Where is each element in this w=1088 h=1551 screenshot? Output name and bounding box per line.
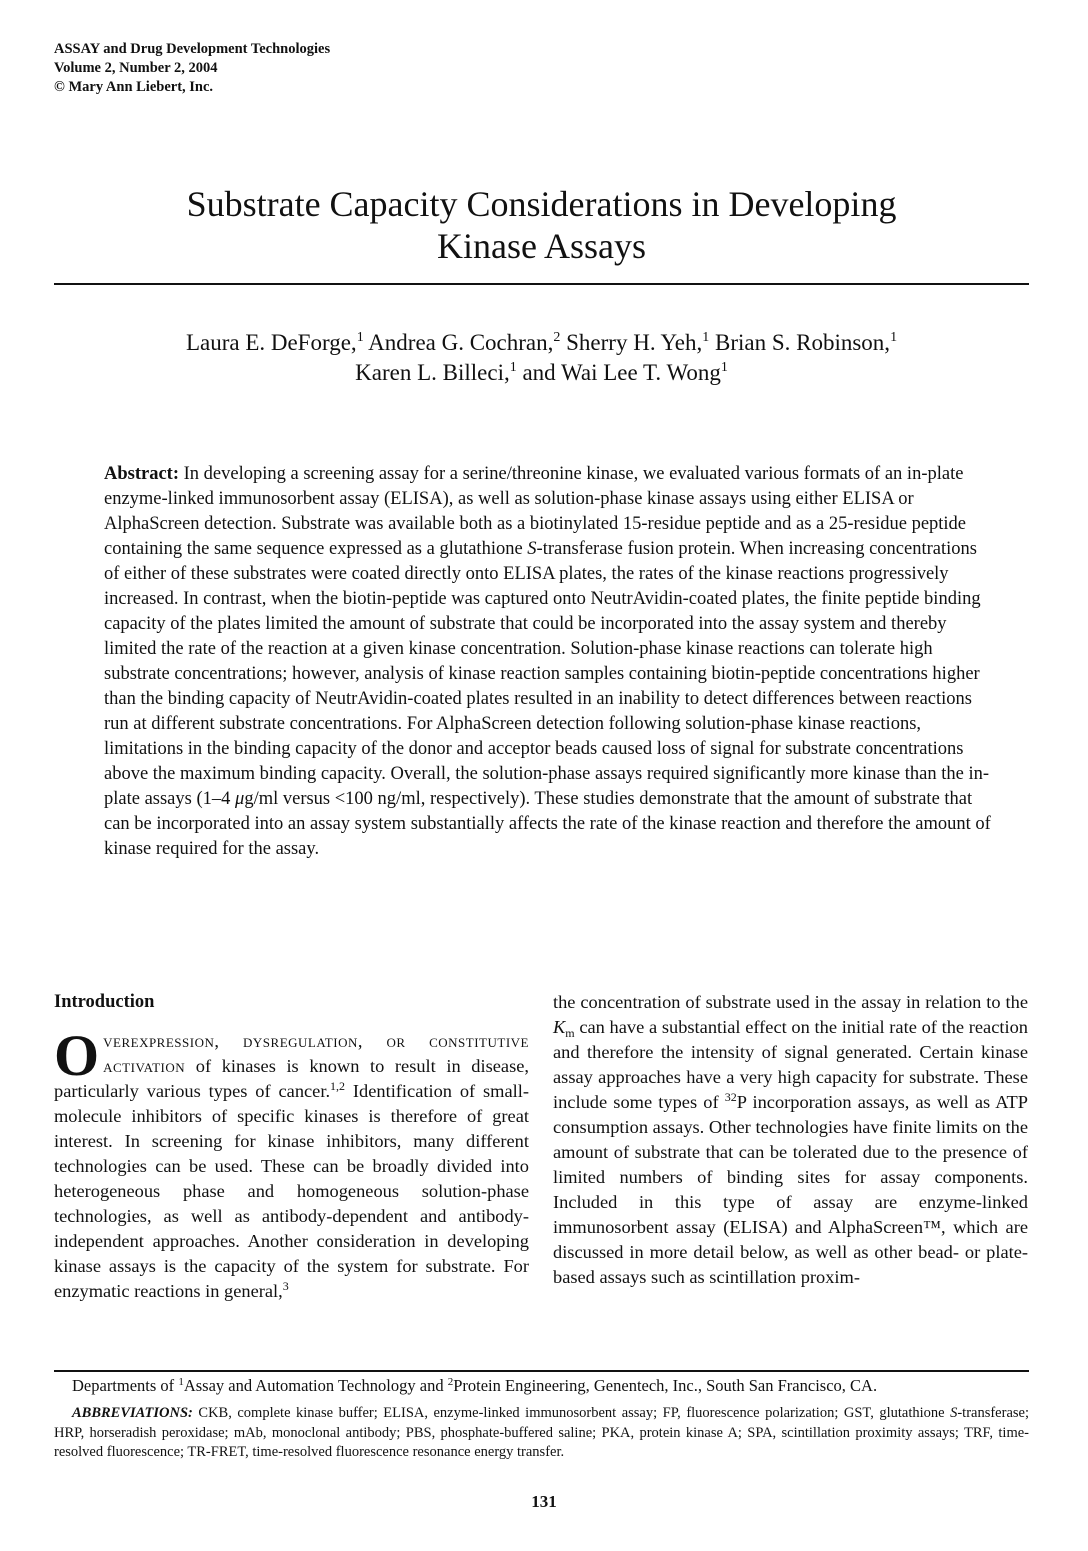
affiliation-footnote — [54, 1375, 1029, 1397]
abbreviations-text: -transferase; HRP, horseradish peroxidase; mAb, monoclonal antibody; PBS, phosphate-buffered saline; PKA, protein kinase A; SPA, scintillation proximity assays; TRF, time-resolved fluorescence; TR-FRET, time-resolved fluorescence resonance energy transfer. — [54, 1405, 1029, 1460]
intro-paragraph-continued — [553, 990, 1028, 1290]
author-name: Brian S. Robinson, — [714, 330, 891, 355]
abbreviations-label: ABBREVIATIONS: — [72, 1405, 193, 1421]
citation-ref: 3 — [282, 1279, 289, 1293]
affiliation-text: Assay and Automation Technology and — [183, 1376, 448, 1395]
km-subscript: m — [565, 1026, 575, 1040]
author-line-1 — [54, 328, 1029, 358]
author-name: Andrea G. Cochran, — [368, 330, 554, 355]
intro-text: the concentration of substrate used in the assay in relation to the — [553, 992, 1028, 1012]
affiliation-text: Departments of — [72, 1376, 179, 1395]
intro-text: of kinases is known to result in disease, particularly various types of cancer. — [54, 1056, 529, 1101]
abbreviations-footnote — [54, 1404, 1029, 1463]
footnote-divider — [54, 1370, 1029, 1372]
author-affiliation-mark: 1 — [702, 330, 710, 345]
abstract-text: -transferase fusion protein. When increasing concentrations of either of these substrates were coated directly onto ELISA plates, the rates of the kinase reactions progressively increased. In contrast, when the biotin-peptide was captured onto NeutrAvidin-coated plates, the finite peptide binding capacity of the plates limited the amount of substrate that could be incorporated into the assay system and thereby limited the rate of the reaction at a given kinase concentration. Solution-phase kinase reactions can tolerate high substrate concentrations; however, analysis of kinase reaction samples containing biotin-peptide concentrations higher than the binding capacity of NeutrAvidin-coated plates resulted in an inability to detect differences between reactions run at different substrate concentrations. For AlphaScreen detection following solution-phase kinase reactions, limitations in the binding capacity of the donor and acceptor beads caused loss of signal for substrate concentrations above the maximum binding capacity. Overall, the solution-phase assays required significantly more kinase than the in-plate assays (1–4 — [104, 539, 990, 809]
author-affiliation-mark: 1 — [356, 330, 364, 345]
journal-header — [54, 40, 330, 97]
author-name: Laura E. DeForge, — [185, 330, 357, 355]
abstract-italic: μ — [235, 789, 245, 809]
author-list — [54, 328, 1029, 388]
abstract-paragraph — [104, 462, 994, 862]
author-affiliation-mark: 1 — [890, 330, 898, 345]
citation-ref: 1,2 — [330, 1079, 346, 1093]
abbreviations-italic: S — [950, 1405, 958, 1421]
abstract — [104, 462, 994, 862]
abbreviations-text: CKB, complete kinase buffer; ELISA, enzyme-linked immunosorbent assay; FP, fluorescence polarization; GST, glutathione — [192, 1405, 951, 1421]
author-affiliation-mark: 1 — [720, 360, 728, 375]
drop-cap: O — [54, 1023, 100, 1088]
copyright-notice: © Mary Ann Liebert, Inc. — [54, 79, 214, 95]
title-divider — [54, 283, 1029, 285]
affiliation-text: Protein Engineering, Genentech, Inc., South San Francisco, CA. — [453, 1376, 878, 1395]
abstract-text: g/ml versus <100 ng/ml, respectively). These studies demonstrate that the amount of substrate that can be incorporated into an assay system substantially affects the rate of the kinase reaction and therefore the amount of kinase required for the assay. — [104, 789, 991, 859]
title-line-1: Substrate Capacity Considerations in Developing — [186, 184, 897, 224]
abstract-text: In developing a screening assay for a serine/threonine kinase, we evaluated various formats of an in-plate enzyme-linked immunosorbent assay (ELISA), as well as solution-phase kinase assays using either ELISA or AlphaScreen detection. Substrate was available both as a biotinylated 15-residue peptide and as a 25-residue peptide containing the same sequence expressed as a glutathione — [104, 464, 967, 559]
author-affiliation-mark: 1 — [509, 360, 517, 375]
intro-smallcaps: verexpression, dysregulation, or constitutive activation — [103, 1031, 529, 1076]
intro-text: P incorporation assays, as well as ATP consumption assays. Other technologies have finite limits on the amount of substrate that can be tolerated due to the presence of limited numbers of binding sites for assay components. Included in this type of assay are enzyme-linked immunosorbent assay (ELISA) and AlphaScreen™, which are discussed in more detail below, as well as other bead- or plate-based assays such as scintillation proxim- — [553, 1092, 1028, 1287]
author-line-2 — [54, 358, 1029, 388]
author-name: Karen L. Billeci, — [355, 360, 510, 385]
author-affiliation-mark: 2 — [553, 330, 561, 345]
title-line-2: Kinase Assays — [437, 226, 646, 266]
intro-text: Identification of small-molecule inhibitors of specific kinases is therefore of great interest. In screening for kinase inhibitors, many different technologies can be used. These can be broadly divided into heterogeneous phase and homogeneous solution-phase technologies, as well as antibody-dependent and antibody-independent approaches. Another consideration in developing kinase assays is the capacity of the system for substrate. For enzymatic reactions in general, — [54, 1081, 529, 1301]
left-column — [54, 990, 529, 1304]
page-number: 131 — [531, 1492, 557, 1511]
intro-paragraph — [54, 1023, 529, 1304]
isotope-mark: 32 — [724, 1090, 737, 1104]
affiliation-mark: 1 — [178, 1376, 184, 1388]
author-name: Sherry H. Yeh, — [566, 330, 703, 355]
abstract-label: Abstract: — [104, 464, 180, 484]
section-heading-introduction: Introduction — [54, 992, 155, 1012]
abstract-italic: S — [527, 539, 537, 559]
intro-text: can have a substantial effect on the initial rate of the reaction and therefore the intensity of signal generated. Certain kinase assay approaches have a very high capacity for substrate. These include some types of — [553, 1017, 1028, 1112]
km-symbol: K — [553, 1017, 566, 1037]
affiliation-mark: 2 — [447, 1376, 454, 1388]
journal-name: ASSAY and Drug Development Technologies — [54, 41, 331, 57]
article-title — [54, 183, 1029, 267]
right-column — [553, 990, 1028, 1290]
journal-volume: Volume 2, Number 2, 2004 — [54, 60, 218, 76]
author-name: and Wai Lee T. Wong — [522, 360, 721, 385]
